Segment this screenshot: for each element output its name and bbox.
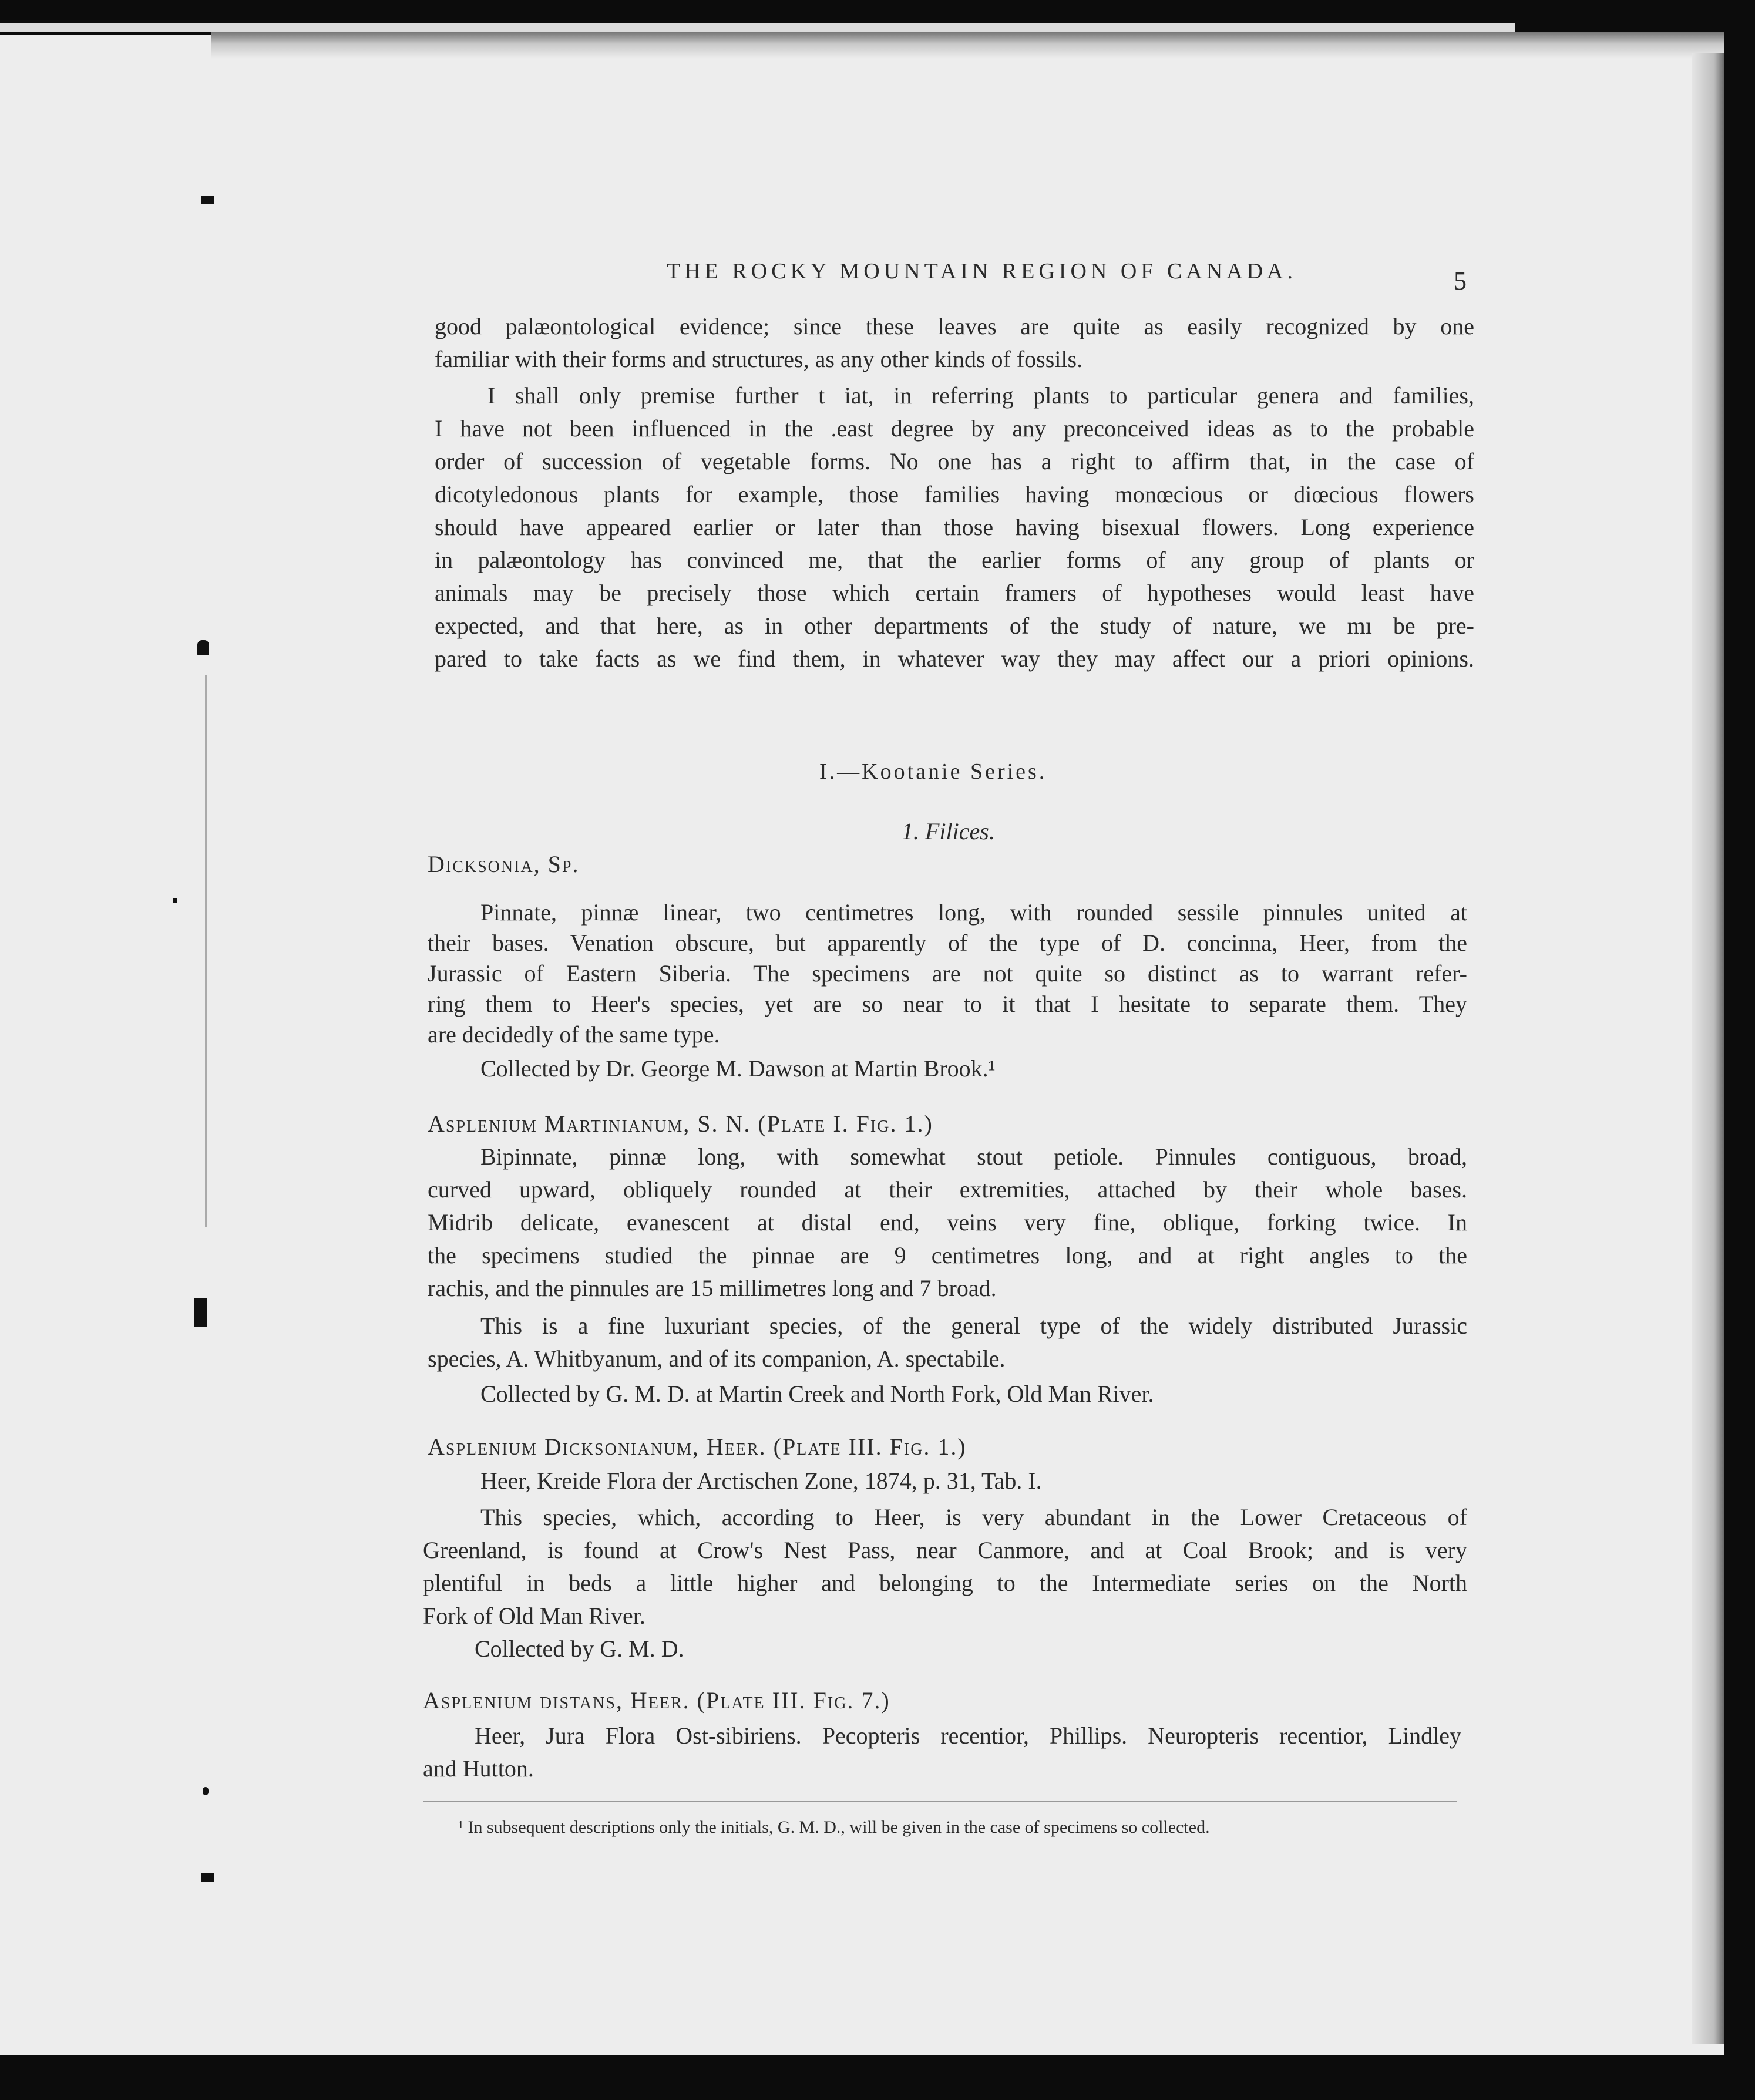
body-line: the specimens studied the pinnae are 9 centimetres long, and at right angles to the <box>428 1242 1467 1268</box>
body-line: rachis, and the pinnules are 15 millimetres long and 7 broad. <box>428 1275 997 1301</box>
body-line: Collected by G. M. D. <box>475 1635 684 1662</box>
section-title: I.—Kootanie Series. <box>819 759 1047 784</box>
page-right-edge <box>1692 53 1724 2044</box>
body-line: I have not been influenced in the .east degree by any preconceived ideas as to the probable <box>435 415 1474 442</box>
body-line: in palæontology has convinced me, that the earlier forms of any group of plants or <box>435 547 1474 573</box>
subsection-title: 1. Filices. <box>902 818 995 844</box>
body-line: expected, and that here, as in other departments of the study of nature, we mı be pre- <box>435 612 1474 639</box>
page-top-strip <box>0 23 1515 32</box>
body-line: Jurassic of Eastern Siberia. The specimens are not quite so distinct as to warrant refer- <box>428 960 1467 987</box>
body-line: Heer, Kreide Flora der Arctischen Zone, 1874, p. 31, Tab. I. <box>480 1468 1042 1494</box>
body-line: Midrib delicate, evanescent at distal end, veins very fine, oblique, forking twice. In <box>428 1209 1467 1236</box>
body-line: species, A. Whitbyanum, and of its companion, A. spectabile. <box>428 1345 1006 1372</box>
running-title: THE ROCKY MOUNTAIN REGION OF CANADA. <box>667 259 1297 284</box>
body-line: curved upward, obliquely rounded at their extremities, attached by their whole bases. <box>428 1176 1467 1203</box>
page-top-edge <box>211 32 1724 59</box>
body-line: Heer, Jura Flora Ost-sibiriens. Pecopteris recentior, Phillips. Neuropteris recentior, Lindley <box>475 1722 1461 1749</box>
body-line: Greenland, is found at Crow's Nest Pass, near Canmore, and at Coal Brook; and is very <box>423 1537 1467 1563</box>
body-line: plentiful in beds a little higher and belonging to the Intermediate series on the North <box>423 1570 1467 1596</box>
body-line: dicotyledonous plants for example, those families having monœcious or diœcious flowers <box>435 481 1474 507</box>
binding-mark <box>194 1298 207 1327</box>
binding-mark <box>173 898 177 903</box>
body-line: I shall only premise further t iat, in referring plants to particular genera and families, <box>488 382 1474 409</box>
body-line: are decidedly of the same type. <box>428 1021 720 1048</box>
binding-gutter-line <box>205 675 207 1227</box>
species-heading: Asplenium distans, Heer. (Plate III. Fig. 7.) <box>423 1687 890 1714</box>
body-line: Bipinnate, pinnæ long, with somewhat stout petiole. Pinnules contiguous, broad, <box>480 1143 1467 1170</box>
body-line: and Hutton. <box>423 1755 534 1782</box>
species-heading: Asplenium Martinianum, S. N. (Plate I. Fig. 1.) <box>428 1110 933 1137</box>
binding-mark <box>201 196 214 204</box>
body-line: Pinnate, pinnæ linear, two centimetres long, with rounded sessile pinnules united at <box>480 899 1467 926</box>
species-heading: Asplenium Dicksonianum, Heer. (Plate III. Fig. 1.) <box>428 1433 967 1460</box>
binding-mark <box>197 640 209 655</box>
body-line: pared to take facts as we find them, in whatever way they may affect our a priori opinions. <box>435 645 1474 672</box>
body-line: Collected by G. M. D. at Martin Creek and North Fork, Old Man River. <box>480 1381 1154 1407</box>
body-line: Fork of Old Man River. <box>423 1603 645 1629</box>
species-heading: Dicksonia, Sp. <box>428 851 580 877</box>
footnote-rule <box>423 1801 1457 1802</box>
binding-mark <box>203 1787 209 1795</box>
body-line: order of succession of vegetable forms. No one has a right to affirm that, in the case of <box>435 448 1474 474</box>
binding-mark <box>201 1873 214 1882</box>
body-line: ring them to Heer's species, yet are so near to it that I hesitate to separate them. They <box>428 991 1467 1017</box>
body-line: good palæontological evidence; since these leaves are quite as easily recognized by one <box>435 313 1474 339</box>
body-line: their bases. Venation obscure, but apparently of the type of D. concinna, Heer, from the <box>428 930 1467 956</box>
page-number: 5 <box>1454 267 1467 295</box>
body-line: familiar with their forms and structures, as any other kinds of fossils. <box>435 346 1083 372</box>
body-line: This species, which, according to Heer, is very abundant in the Lower Cretaceous of <box>480 1504 1467 1530</box>
body-line: should have appeared earlier or later than those having bisexual flowers. Long experience <box>435 514 1474 540</box>
body-line: Collected by Dr. George M. Dawson at Martin Brook.¹ <box>480 1055 996 1082</box>
footnote: ¹ In subsequent descriptions only the initials, G. M. D., will be given in the case of specimens so collected. <box>458 1818 1210 1837</box>
body-line: animals may be precisely those which certain framers of hypotheses would least have <box>435 580 1474 606</box>
body-line: This is a fine luxuriant species, of the general type of the widely distributed Jurassic <box>480 1312 1467 1339</box>
